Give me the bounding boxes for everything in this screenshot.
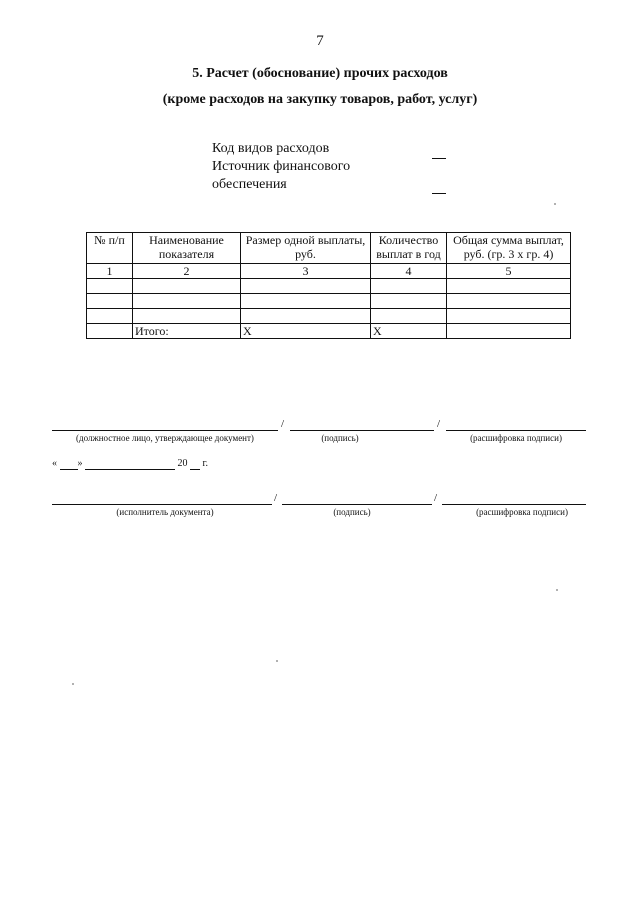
table-row [87,309,571,324]
expenses-table [86,232,571,339]
table-cell[interactable] [447,279,571,294]
executor-name-line[interactable] [52,504,272,505]
year-suffix: г. [202,458,208,469]
table-row [87,294,571,309]
header-cell: Общая сумма выплат, руб. (гр. 3 х гр. 4) [447,233,571,264]
approver-signature-line[interactable] [290,430,434,431]
table-cell[interactable] [371,279,447,294]
total-row [87,324,571,339]
header-cell: Наименование показателя [133,233,241,264]
scan-speck [72,683,74,685]
date-close-quote: » [77,458,83,469]
total-mark: X [371,324,447,339]
total-value-cell[interactable] [447,324,571,339]
table-header-row [87,233,571,264]
expense-code-label: Код видов расходов [212,141,330,156]
table-cell[interactable] [371,294,447,309]
separator-slash: / [274,492,278,504]
total-mark: X [241,324,371,339]
decoding-caption: (расшифровка подписи) [476,507,568,517]
approver-position-line[interactable] [52,430,278,431]
separator-slash: / [437,418,441,430]
scan-speck [276,660,278,662]
decoding-caption: (расшифровка подписи) [470,433,562,443]
table-cell[interactable] [447,294,571,309]
day-field[interactable] [60,458,78,470]
approver-caption: (должностное лицо, утверждающее документ) [76,433,254,443]
funding-source-label-2: обеспечения [212,177,287,192]
section-title: 5. Расчет (обоснование) прочих расходов [192,66,448,81]
header-cell: № п/п [87,233,133,264]
executor-decoding-line[interactable] [442,504,586,505]
date-row [52,458,208,470]
year-field[interactable] [190,458,200,470]
table-cell[interactable] [87,294,133,309]
table-cell[interactable] [241,309,371,324]
scan-speck [556,589,558,591]
table-cell[interactable] [371,309,447,324]
table-cell[interactable] [241,279,371,294]
year-prefix: 20 [177,458,188,469]
separator-slash: / [434,492,438,504]
funding-source-label-1: Источник финансового [212,159,351,174]
month-field[interactable] [85,458,175,470]
column-number-cell: 2 [133,264,241,279]
column-number-row [87,264,571,279]
date-open-quote: « [52,458,57,469]
table-cell[interactable] [133,309,241,324]
separator-slash: / [281,418,285,430]
executor-caption: (исполнитель документа) [116,507,214,517]
table-cell[interactable] [87,309,133,324]
expense-code-field [432,158,446,159]
approver-decoding-line[interactable] [446,430,586,431]
table-cell[interactable] [447,309,571,324]
scan-speck [554,203,556,205]
executor-signature-line[interactable] [282,504,432,505]
table-cell[interactable] [87,279,133,294]
header-cell: Размер одной выплаты, руб. [241,233,371,264]
table-row [87,279,571,294]
signature-caption: (подпись) [333,507,371,517]
header-cell: Количество выплат в год [371,233,447,264]
table-cell[interactable] [133,294,241,309]
page-number: 7 [316,33,324,49]
table-cell[interactable] [241,294,371,309]
total-label: Итого: [133,324,241,339]
funding-source-field [432,193,446,194]
section-subtitle: (кроме расходов на закупку товаров, работ, услуг) [162,92,478,107]
table-cell[interactable] [133,279,241,294]
column-number-cell: 5 [447,264,571,279]
signature-caption: (подпись) [321,433,359,443]
table-cell [87,324,133,339]
column-number-cell: 3 [241,264,371,279]
column-number-cell: 4 [371,264,447,279]
column-number-cell: 1 [87,264,133,279]
